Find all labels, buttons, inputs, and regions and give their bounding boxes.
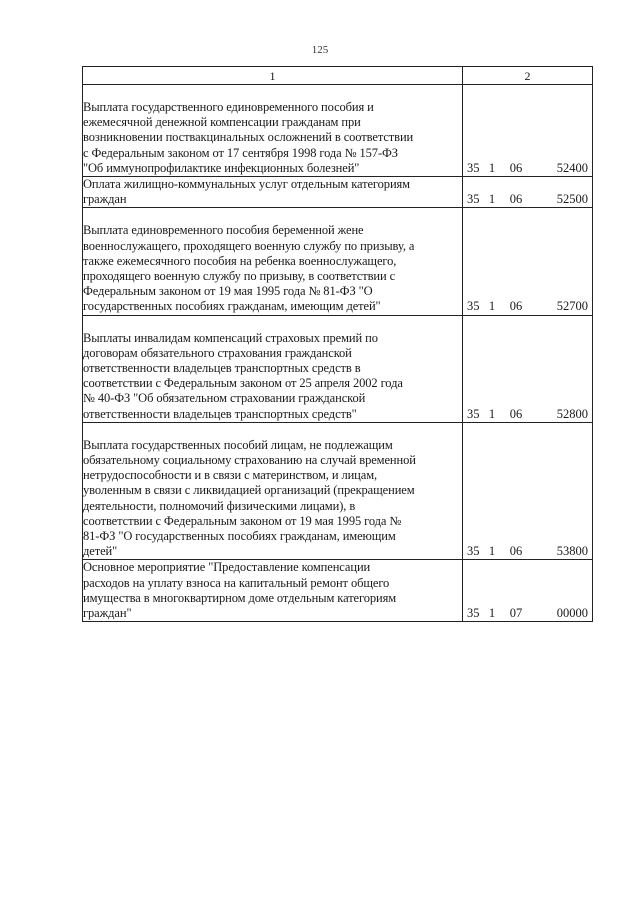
row-spacer [83,316,462,331]
code-parts [463,544,592,559]
row-description [83,85,463,177]
description-line: "Об иммунопрофилактике инфекционных болезней" [83,160,360,175]
direction-code: 52800 [556,406,588,421]
direction-code: 52700 [556,299,588,314]
header-column-2: 2 [463,67,593,85]
description-line: Выплата единовременного пособия беременной жене [83,223,364,238]
header-column-1: 1 [83,67,463,85]
row-description [83,422,463,560]
subprogram-code: 1 [488,406,496,421]
description-line: граждан" [83,606,132,621]
program-code: 35 [467,406,480,421]
table-row [83,560,593,622]
table-row [83,315,593,422]
description-line: соответствии с Федеральным законом от 25 апреля 2002 года [83,376,403,391]
row-description [83,315,463,422]
subprogram-code: 1 [488,606,496,621]
direction-code: 52500 [556,192,588,207]
code-parts [463,161,592,176]
activity-code: 06 [509,160,523,175]
table-header-row [83,67,593,85]
activity-code: 06 [509,299,523,314]
direction-code: 00000 [556,606,588,621]
description-line: деятельности, полномочий физическими лицами), в [83,498,356,513]
program-code: 35 [467,544,480,559]
description-line: Выплаты инвалидам компенсаций страховых премий по [83,330,378,345]
description-line: проходящего военную службу по призыву, в соответствии с [83,269,396,284]
description-line: государственных пособиях гражданам, имеющим детей" [83,299,381,314]
description-line: с Федеральным законом от 17 сентября 1998 года № 157-ФЗ [83,145,398,160]
description-line: также ежемесячного пособия на ребенка военнослужащего, [83,253,397,268]
budget-classification-table [82,66,593,622]
code-parts [463,407,592,422]
subprogram-code: 1 [488,160,496,175]
table-row [83,422,593,560]
table-row [83,85,593,177]
row-description [83,208,463,315]
activity-code: 06 [509,192,523,207]
row-classification-code [463,208,593,315]
description-line: граждан [83,192,127,207]
row-classification-code [463,560,593,622]
row-classification-code [463,315,593,422]
program-code: 35 [467,299,480,314]
description-line: ответственности владельцев транспортных средств" [83,406,357,421]
description-line: возникновении поствакцинальных осложнений в соответствии [83,130,414,145]
row-description [83,177,463,208]
description-line: Выплата государственного единовременного пособия и [83,100,374,114]
table-row [83,208,593,315]
description-line: Федеральным законом от 19 мая 1995 года № 81-ФЗ "О [83,284,373,299]
direction-code: 53800 [556,544,588,559]
description-line: расходов на уплату взноса на капитальный ремонт общего [83,575,390,590]
description-line: соответствии с Федеральным законом от 19 мая 1995 года № [83,513,402,528]
activity-code: 07 [509,606,523,621]
row-spacer [83,208,462,223]
description-line: ответственности владельцев транспортных средств в [83,361,361,376]
subprogram-code: 1 [488,299,496,314]
code-parts [463,299,592,314]
row-classification-code [463,85,593,177]
program-code: 35 [467,192,480,207]
direction-code: 52400 [556,160,588,175]
activity-code: 06 [509,544,523,559]
description-line: Основное мероприятие "Предоставление компенсации [83,560,371,575]
row-classification-code [463,177,593,208]
description-line: Оплата жилищно-коммунальных услуг отдельным категориям [83,177,410,192]
description-line: ежемесячной денежной компенсации гражданам при [83,115,361,130]
table-row [83,177,593,208]
row-spacer [83,423,462,438]
row-classification-code [463,422,593,560]
row-description [83,560,463,622]
subprogram-code: 1 [488,192,496,207]
description-line: обязательному социальному страхованию на случай временной [83,453,416,468]
row-spacer [83,85,462,100]
code-parts [463,606,592,621]
description-line: договорам обязательного страхования гражданской [83,345,352,360]
description-line: имущества в многоквартирном доме отдельным категориям [83,590,397,605]
activity-code: 06 [509,406,523,421]
description-line: нетрудоспособности и в связи с материнством, и лицам, [83,468,378,483]
description-line: Выплата государственных пособий лицам, не подлежащим [83,437,393,452]
program-code: 35 [467,160,480,175]
description-line: 81-ФЗ "О государственных пособиях гражданам, имеющим [83,529,396,544]
description-line: военнослужащего, проходящего военную службу по призыву, а [83,238,415,253]
description-line: № 40-ФЗ "Об обязательном страховании гражданской [83,391,366,406]
code-parts [463,192,592,207]
program-code: 35 [467,606,480,621]
description-line: уволенным в связи с ликвидацией организаций (прекращением [83,483,415,498]
page-number: 125 [311,44,329,56]
description-line: детей" [83,544,118,559]
subprogram-code: 1 [488,544,496,559]
